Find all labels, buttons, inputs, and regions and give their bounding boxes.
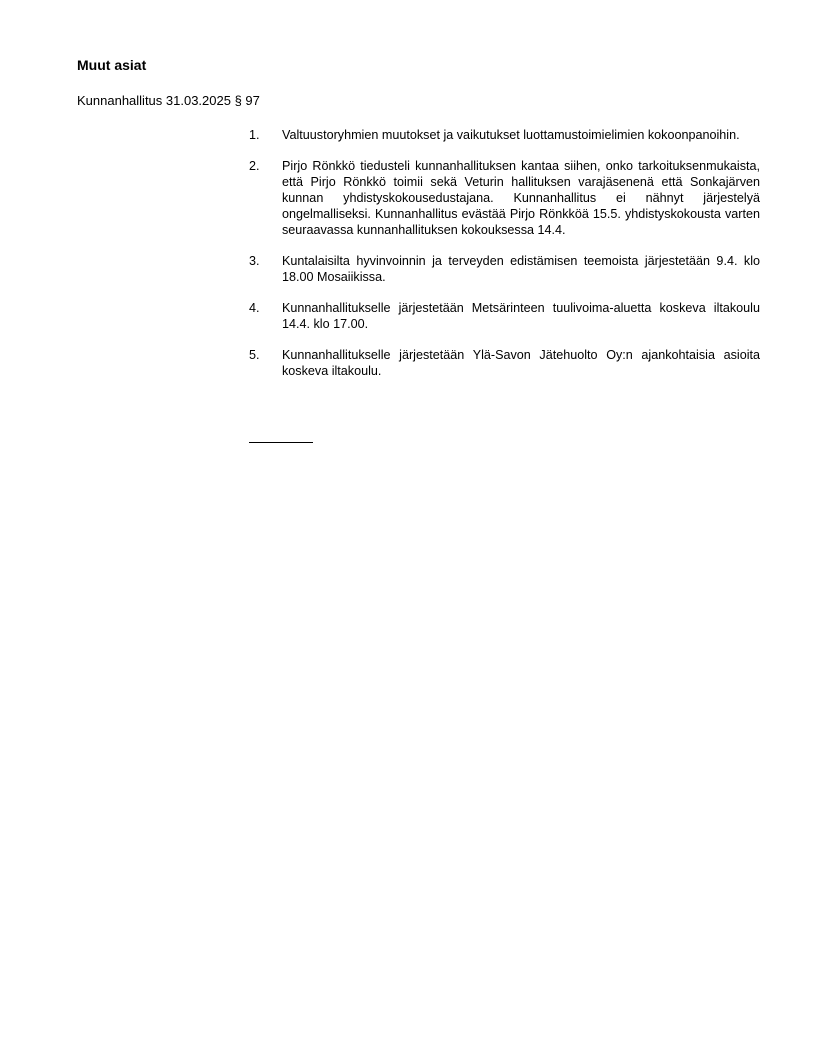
item-number: 5. — [249, 348, 260, 362]
item-text: Kunnanhallitukselle järjestetään Metsärinteen tuulivoima-aluetta koskeva iltakoulu 14.4. klo 17.00. — [282, 301, 760, 331]
list-item — [249, 158, 760, 238]
item-text: Kunnanhallitukselle järjestetään Ylä-Savon Jätehuolto Oy:n ajankohtaisia asioita koskeva iltakoulu. — [282, 348, 760, 378]
list-item — [249, 347, 760, 379]
item-number: 2. — [249, 159, 260, 173]
page-title: Muut asiat — [77, 57, 147, 73]
list-item — [249, 127, 760, 143]
agenda-item-list — [249, 127, 760, 394]
list-item — [249, 300, 760, 332]
item-text: Pirjo Rönkkö tiedusteli kunnanhallituksen kantaa siihen, onko tarkoituksenmukaista, että Pirjo Rönkkö toimii sekä Veturin hallituksen varajäsenenä että Sonkajärven kunnan yhdistyskokousedustajana. Kunnanhallitus ei nähnyt järjestelyä ongelmalliseksi. Kunnanhallitus evästää Pirjo Rönkköä 15.5. yhdistyskokousta varten seuraavassa kunnanhallituksen kokouksessa 14.4. — [282, 159, 760, 237]
meeting-reference: Kunnanhallitus 31.03.2025 § 97 — [77, 93, 260, 108]
item-text: Kuntalaisilta hyvinvoinnin ja terveyden edistämisen teemoista järjestetään 9.4. klo 18.00 Mosaiikissa. — [282, 254, 760, 284]
item-number: 1. — [249, 128, 260, 142]
item-text: Valtuustoryhmien muutokset ja vaikutukset luottamustoimielimien kokoonpanoihin. — [282, 128, 740, 142]
end-rule-divider — [249, 442, 313, 443]
item-number: 3. — [249, 254, 260, 268]
list-item — [249, 253, 760, 285]
item-number: 4. — [249, 301, 260, 315]
